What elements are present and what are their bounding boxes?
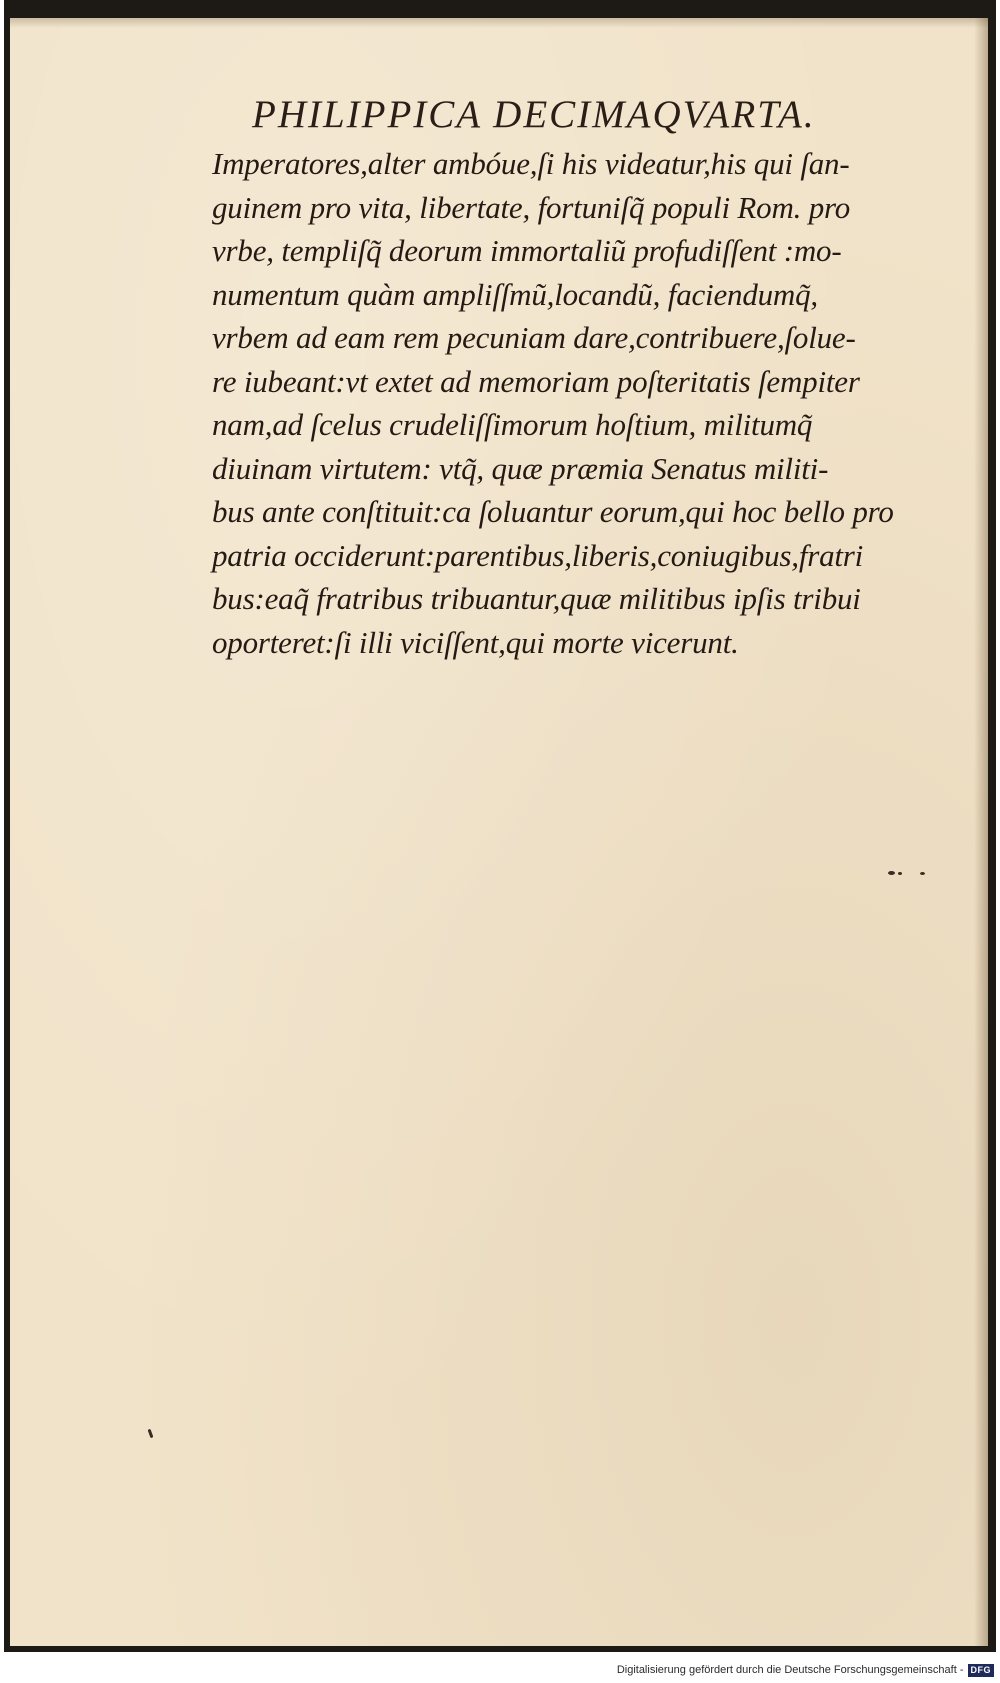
digitization-footer [617,1661,994,1679]
footer-credit: Digitalisierung gefördert durch die Deutsche Forschungsgemeinschaft - [616,1664,964,1676]
ink-speck [898,872,902,875]
text-line: bus:eaq̃ fratribus tribuantur,quæ militibus ipſis tribui [212,581,861,616]
text-line: re iubeant:vt extet ad memoriam poſteritatis ſempiter [212,363,860,399]
page-shadow-top [10,18,988,28]
body-text [212,142,942,664]
text-line: numentum quàm ampliſſmũ,locandũ, faciendumq̃, [212,276,818,312]
text-line: nam,ad ſcelus crudeliſſimorum hoſtium, militumq̃ [212,407,813,442]
text-line: vrbe, templiſq̃ deorum immortaliũ profudiſſent :mo- [212,233,842,268]
text-line: vrbem ad eam rem pecuniam dare,contribuere,ſolue- [212,320,856,355]
ink-speck [888,871,895,875]
text-line: Imperatores,alter ambóue,ſi his videatur,his qui ſan- [212,146,850,181]
text-line: bus ante conſtituit:ca ſoluantur eorum,qui hoc bello pro [212,494,894,529]
text-line: patria occiderunt:parentibus,liberis,coniugibus,fratri [212,537,864,573]
dfg-logo-icon: DFG [968,1664,995,1677]
page-shadow-right [974,18,988,1646]
running-head: PHILIPPICA DECIMAQVARTA. [252,93,816,136]
text-line: guinem pro vita, libertate, fortuniſq̃ populi Rom. pro [212,189,851,225]
text-line: oporteret:ſi illi viciſſent,qui morte vicerunt. [212,624,739,660]
text-line: diuinam virtutem: vtq̃, quæ præmia Senatus militi- [212,450,829,486]
ink-speck [920,872,925,875]
